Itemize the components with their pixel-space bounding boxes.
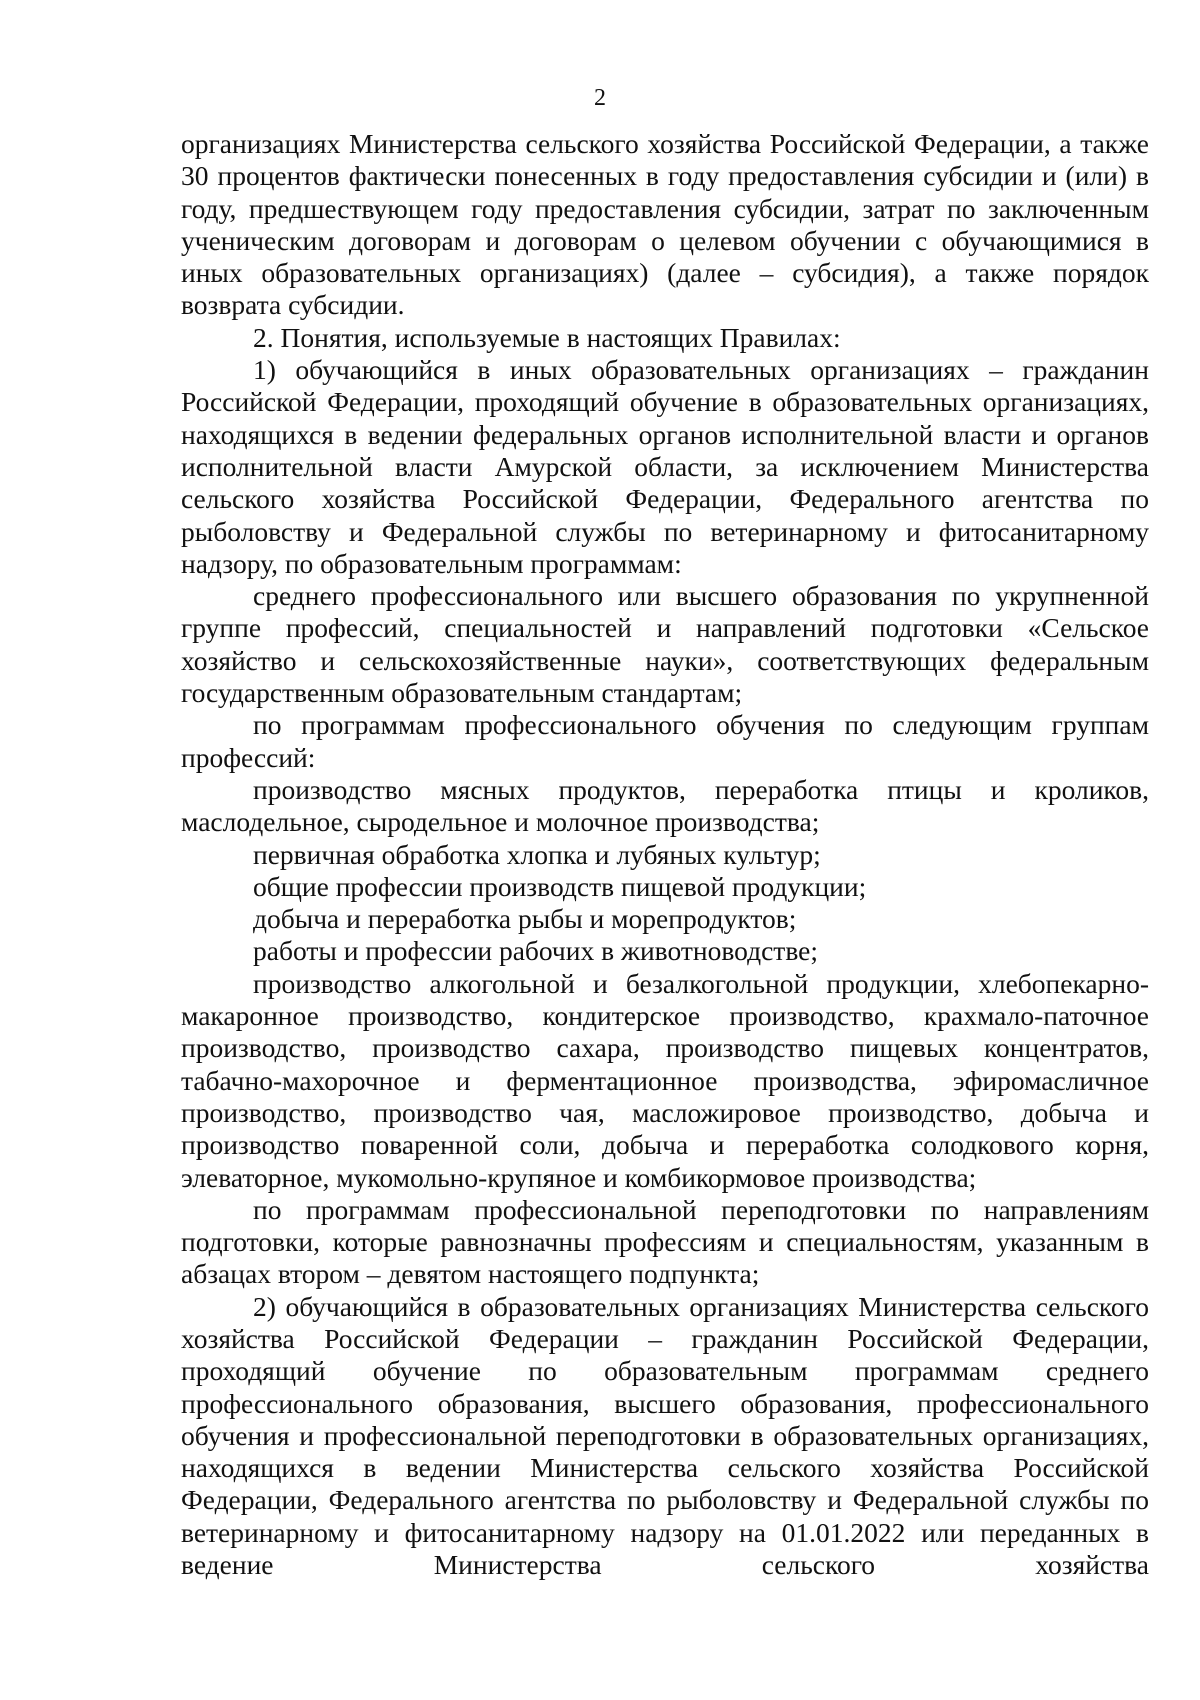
document-body bbox=[181, 128, 1149, 1581]
paragraph: 2. Понятия, используемые в настоящих Правилах: bbox=[253, 321, 841, 353]
paragraph: 1) обучающийся в иных образовательных организациях – гражданин Российской Федерации, проходящий обучение в образовательных организациях, находящихся в ведении федеральных органов исполнительной власти и органов исполнительной власти Амурской области, за исключением Министерства сельского хозяйства Российской Федерации, Федерального агентства по рыболовству и Федеральной службы по ветеринарному и фитосанитарному надзору, по образовательным программам: bbox=[181, 354, 1149, 579]
page-number: 2 bbox=[594, 85, 606, 111]
paragraph: по программам профессиональной переподготовки по направлениям подготовки, которые равнозначны профессиям и специальностям, указанным в абзацах втором – девятом настоящего подпункта; bbox=[181, 1193, 1149, 1290]
paragraph: по программам профессионального обучения по следующим группам профессий: bbox=[181, 709, 1149, 773]
paragraph: 2) обучающийся в образовательных организациях Министерства сельского хозяйства Российской Федерации – гражданин Российской Федерации, проходящий обучение по образовательным программам среднего профессионального образования, высшего образования, профессионального обучения и профессиональной переподготовки в образовательных организациях, находящихся в ведении Министерства сельского хозяйства Российской Федерации, Федерального агентства по рыболовству и Федеральной службы по ветеринарному и фитосанитарному надзору на 01.01.2022 или переданных в ведение Министерства сельского хозяйства bbox=[181, 1290, 1149, 1581]
paragraph: производство мясных продуктов, переработка птицы и кроликов, маслодельное, сыродельное и молочное производства; bbox=[181, 773, 1149, 838]
paragraph: общие профессии производств пищевой продукции; bbox=[253, 870, 867, 902]
paragraph: среднего профессионального или высшего образования по укрупненной группе профессий, специальностей и направлений подготовки «Сельское хозяйство и сельскохозяйственные науки», соответствующих федеральным государственным образовательным стандартам; bbox=[181, 580, 1149, 709]
paragraph: работы и профессии рабочих в животноводстве; bbox=[253, 935, 818, 967]
paragraph: организациях Министерства сельского хозяйства Российской Федерации, а также 30 процентов фактически понесенных в году предоставления субсидии и (или) в году, предшествующем году предоставления субсидии, затрат по заключенным ученическим договорам и договорам о целевом обучении с обучающимися в иных образовательных организациях) (далее – субсидия), а также порядок возврата субсидии. bbox=[181, 128, 1149, 321]
paragraph: первичная обработка хлопка и лубяных культур; bbox=[253, 838, 821, 870]
paragraph: добыча и переработка рыбы и морепродуктов; bbox=[253, 903, 797, 935]
paragraph: производство алкогольной и безалкогольной продукции, хлебопекарно-макаронное производство, кондитерское производство, крахмало-паточное производство, производство сахара, производство пищевых концентратов, табачно-махорочное и ферментационное производства, эфиромасличное производство, производство чая, масложировое производство, добыча и производство поваренной соли, добыча и переработка солодкового корня, элеваторное, мукомольно-крупяное и комбикормовое производства; bbox=[181, 967, 1149, 1193]
